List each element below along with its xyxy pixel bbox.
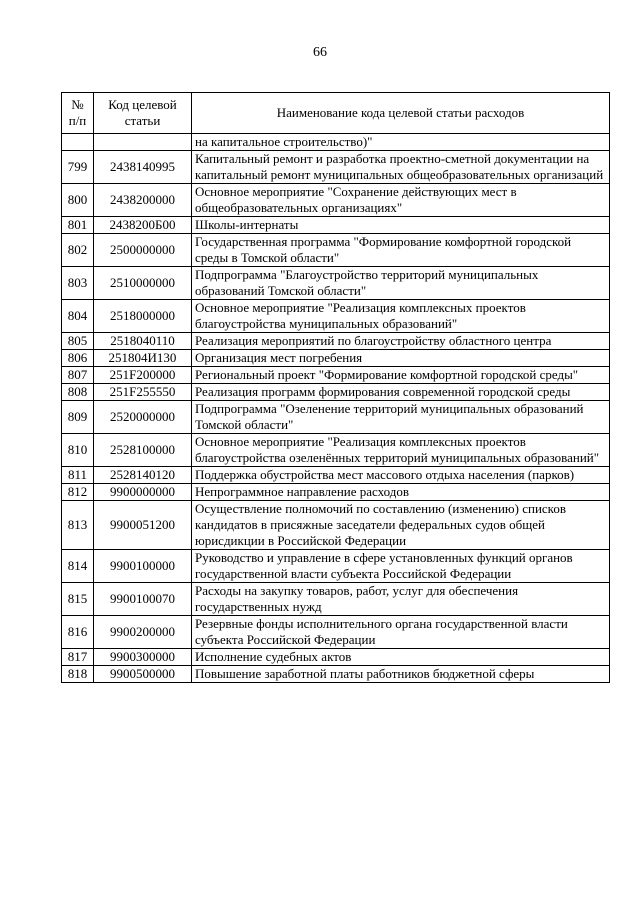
row-number: 818 bbox=[62, 666, 94, 683]
target-item-code: 9900051200 bbox=[94, 501, 192, 550]
target-item-code: 2510000000 bbox=[94, 267, 192, 300]
row-number: 800 bbox=[62, 184, 94, 217]
row-number: 803 bbox=[62, 267, 94, 300]
target-item-code: 2528100000 bbox=[94, 434, 192, 467]
target-item-name: Осуществление полномочий по составлению (изменению) списков кандидатов в присяжные заседатели федеральных судов общей юрисдикции в Российской Федерации bbox=[192, 501, 610, 550]
row-number: 805 bbox=[62, 333, 94, 350]
table-row bbox=[62, 184, 610, 217]
table-header-row bbox=[62, 93, 610, 134]
target-item-name: Руководство и управление в сфере установленных функций органов государственной власти субъекта Российской Федерации bbox=[192, 550, 610, 583]
target-item-name: Непрограммное направление расходов bbox=[192, 484, 610, 501]
row-number: 814 bbox=[62, 550, 94, 583]
table-row bbox=[62, 467, 610, 484]
target-item-name: Подпрограмма "Озеленение территорий муниципальных образований Томской области" bbox=[192, 401, 610, 434]
target-item-name: Основное мероприятие "Реализация комплексных проектов благоустройства муниципальных образований" bbox=[192, 300, 610, 333]
table-row bbox=[62, 649, 610, 666]
table-row bbox=[62, 484, 610, 501]
row-number: 813 bbox=[62, 501, 94, 550]
continuation-row bbox=[62, 134, 610, 151]
target-item-name: Основное мероприятие "Сохранение действующих мест в общеобразовательных организациях" bbox=[192, 184, 610, 217]
target-item-name: Реализация программ формирования современной городской среды bbox=[192, 384, 610, 401]
table-row bbox=[62, 234, 610, 267]
target-item-code: 9900000000 bbox=[94, 484, 192, 501]
table-row bbox=[62, 583, 610, 616]
row-number: 811 bbox=[62, 467, 94, 484]
target-item-code: 9900100070 bbox=[94, 583, 192, 616]
row-number: 801 bbox=[62, 217, 94, 234]
table-row bbox=[62, 367, 610, 384]
target-item-code: 251804И130 bbox=[94, 350, 192, 367]
row-number: 802 bbox=[62, 234, 94, 267]
header-num: № п/п bbox=[62, 93, 94, 134]
target-item-code: 2438140995 bbox=[94, 151, 192, 184]
target-item-name: Государственная программа "Формирование комфортной городской среды в Томской области" bbox=[192, 234, 610, 267]
target-item-name: Повышение заработной платы работников бюджетной сферы bbox=[192, 666, 610, 683]
row-number: 809 bbox=[62, 401, 94, 434]
continuation-num bbox=[62, 134, 94, 151]
target-item-name: Исполнение судебных актов bbox=[192, 649, 610, 666]
row-number: 799 bbox=[62, 151, 94, 184]
table-row bbox=[62, 666, 610, 683]
row-number: 810 bbox=[62, 434, 94, 467]
target-item-name: Подпрограмма "Благоустройство территорий муниципальных образований Томской области" bbox=[192, 267, 610, 300]
table-row bbox=[62, 434, 610, 467]
target-item-name: Расходы на закупку товаров, работ, услуг для обеспечения государственных нужд bbox=[192, 583, 610, 616]
page-number: 66 bbox=[313, 45, 327, 60]
table-row bbox=[62, 384, 610, 401]
row-number: 812 bbox=[62, 484, 94, 501]
row-number: 816 bbox=[62, 616, 94, 649]
target-item-name: Резервные фонды исполнительного органа государственной власти субъекта Российской Федерации bbox=[192, 616, 610, 649]
row-number: 804 bbox=[62, 300, 94, 333]
table-row bbox=[62, 501, 610, 550]
row-number: 815 bbox=[62, 583, 94, 616]
target-item-code: 2438200Б00 bbox=[94, 217, 192, 234]
target-item-code: 9900300000 bbox=[94, 649, 192, 666]
table-row bbox=[62, 267, 610, 300]
table-row bbox=[62, 300, 610, 333]
target-item-name: Реализация мероприятий по благоустройству областного центра bbox=[192, 333, 610, 350]
row-number: 817 bbox=[62, 649, 94, 666]
target-items-table bbox=[61, 92, 610, 683]
header-name: Наименование кода целевой статьи расходов bbox=[192, 93, 610, 134]
target-item-code: 251F200000 bbox=[94, 367, 192, 384]
table-row bbox=[62, 616, 610, 649]
target-item-code: 9900200000 bbox=[94, 616, 192, 649]
target-item-code: 2500000000 bbox=[94, 234, 192, 267]
target-item-code: 2528140120 bbox=[94, 467, 192, 484]
table-row bbox=[62, 401, 610, 434]
header-code: Код целевой статьи bbox=[94, 93, 192, 134]
table-row bbox=[62, 217, 610, 234]
target-item-code: 9900500000 bbox=[94, 666, 192, 683]
continuation-text: на капитальное строительство)" bbox=[192, 134, 610, 151]
target-item-name: Поддержка обустройства мест массового отдыха населения (парков) bbox=[192, 467, 610, 484]
target-item-code: 251F255550 bbox=[94, 384, 192, 401]
target-item-code: 2438200000 bbox=[94, 184, 192, 217]
target-item-name: Основное мероприятие "Реализация комплексных проектов благоустройства озеленённых территорий муниципальных образований" bbox=[192, 434, 610, 467]
target-item-code: 2518040110 bbox=[94, 333, 192, 350]
target-item-name: Организация мест погребения bbox=[192, 350, 610, 367]
target-item-name: Капитальный ремонт и разработка проектно-сметной документации на капитальный ремонт муниципальных общеобразовательных организаций bbox=[192, 151, 610, 184]
table-row bbox=[62, 151, 610, 184]
row-number: 807 bbox=[62, 367, 94, 384]
continuation-code bbox=[94, 134, 192, 151]
target-item-name: Школы-интернаты bbox=[192, 217, 610, 234]
row-number: 808 bbox=[62, 384, 94, 401]
target-item-name: Региональный проект "Формирование комфортной городской среды" bbox=[192, 367, 610, 384]
table-row bbox=[62, 550, 610, 583]
target-item-code: 2520000000 bbox=[94, 401, 192, 434]
table-row bbox=[62, 333, 610, 350]
target-item-code: 2518000000 bbox=[94, 300, 192, 333]
table-row bbox=[62, 350, 610, 367]
row-number: 806 bbox=[62, 350, 94, 367]
target-item-code: 9900100000 bbox=[94, 550, 192, 583]
